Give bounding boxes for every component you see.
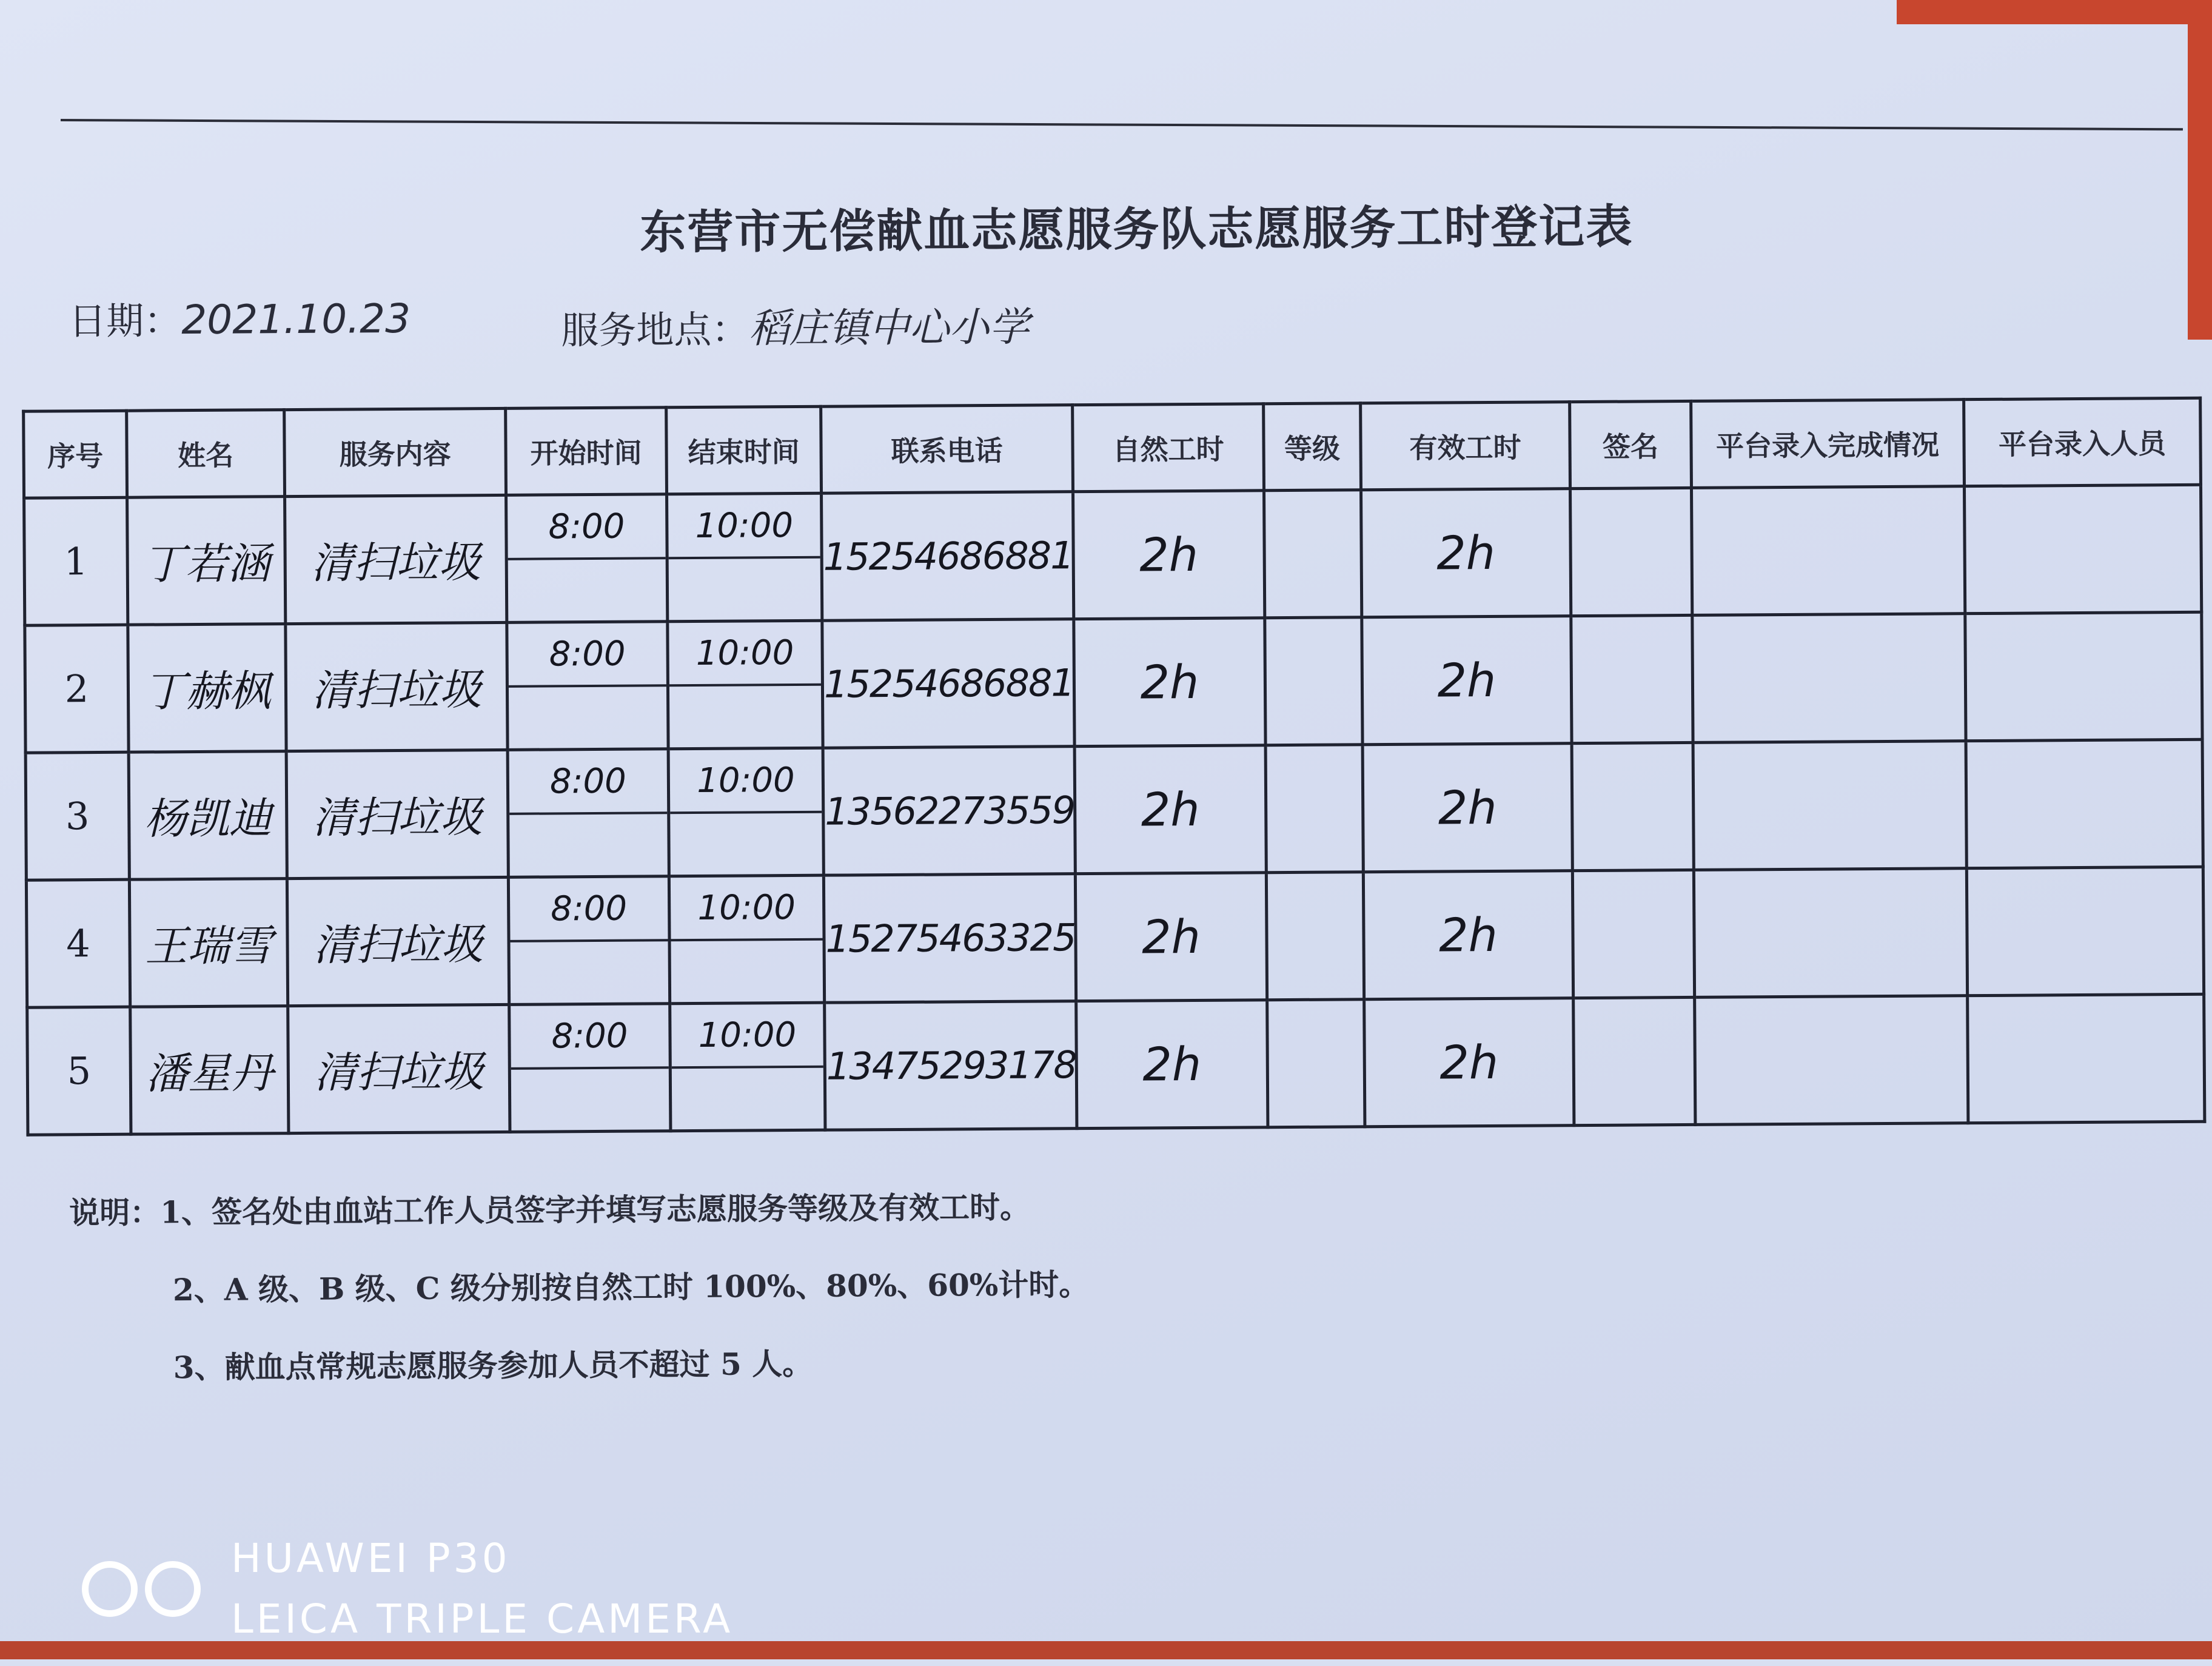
entry-person	[1966, 739, 2203, 868]
entry-status	[1693, 741, 1966, 870]
header-cell: 联系电话	[821, 405, 1073, 494]
entry-person	[1968, 994, 2205, 1123]
level	[1265, 745, 1363, 873]
end-time-cell	[669, 875, 824, 1004]
start-time-cell	[509, 1004, 671, 1132]
note-line: 2、A 级、B 级、C 级分别按自然工时 100%、80%、60%计时。	[172, 1266, 1090, 1308]
phone-number: 15275463325	[823, 874, 1076, 1003]
leica-rings-icon	[82, 1561, 201, 1617]
page-title: 东营市无偿献血志愿服务队志愿服务工时登记表	[640, 199, 1634, 260]
natural-hours: 2h	[1076, 1000, 1268, 1129]
table-row	[27, 994, 2205, 1135]
registration-table	[22, 397, 2206, 1137]
date-field	[69, 289, 411, 345]
entry-status	[1691, 486, 1965, 616]
level	[1266, 872, 1364, 1000]
phone-number: 15254686881	[822, 619, 1074, 748]
natural-hours: 2h	[1074, 745, 1266, 874]
effective-hours: 2h	[1362, 616, 1572, 745]
volunteer-name: 杨凯迪	[129, 751, 287, 880]
effective-hours: 2h	[1363, 871, 1573, 999]
phone-number: 13562273559	[823, 747, 1075, 876]
header-cell: 开始时间	[506, 408, 667, 495]
start-time-cell	[508, 749, 669, 878]
table-row	[26, 867, 2204, 1007]
header-cell: 平台录入完成情况	[1691, 400, 1965, 488]
watermark-camera: LEICA TRIPLE CAMERA	[231, 1596, 734, 1642]
notes-section	[69, 1183, 1090, 1422]
header-cell: 平台录入人员	[1964, 398, 2201, 486]
row-number: 3	[25, 752, 129, 880]
volunteer-name: 潘星丹	[130, 1006, 289, 1135]
header-cell: 自然工时	[1073, 404, 1264, 492]
entry-person	[1965, 612, 2202, 741]
service-content: 清扫垃圾	[287, 877, 509, 1006]
start-time: 8:00	[510, 878, 668, 942]
effective-hours: 2h	[1364, 998, 1574, 1127]
natural-hours: 2h	[1073, 491, 1265, 619]
service-content: 清扫垃圾	[288, 1004, 510, 1133]
header-cell: 姓名	[127, 410, 285, 498]
location-label: 服务地点：	[561, 307, 749, 353]
end-time-cell	[667, 493, 822, 622]
volunteer-name: 王瑞雪	[129, 879, 287, 1007]
table-header-row	[24, 398, 2201, 498]
header-cell: 序号	[24, 411, 127, 498]
table-row	[25, 739, 2203, 880]
location-value: 稻庄镇中心小学	[749, 303, 1030, 352]
level	[1267, 999, 1365, 1127]
phone-number: 15254686881	[822, 492, 1074, 621]
date-value: 2021.10.23	[181, 295, 411, 344]
start-time-cell	[506, 494, 668, 623]
level	[1265, 617, 1362, 745]
note-line: 说明：1、签名处由血站工作人员签字并填写志愿服务等级及有效工时。	[69, 1189, 1031, 1231]
row-number: 1	[24, 497, 128, 625]
end-time-cell	[668, 620, 823, 749]
entry-status	[1694, 868, 1967, 998]
phone-number: 13475293178	[825, 1001, 1077, 1130]
volunteer-name: 丁若涵	[127, 497, 286, 625]
camera-watermark	[82, 1528, 733, 1650]
start-time: 8:00	[508, 495, 666, 560]
entry-person	[1966, 867, 2204, 995]
service-content: 清扫垃圾	[286, 622, 508, 751]
header-cell: 签名	[1570, 401, 1692, 488]
location-field	[561, 295, 1030, 355]
table-row	[25, 612, 2202, 753]
date-label: 日期：	[69, 298, 182, 344]
header-cell: 有效工时	[1361, 402, 1570, 490]
start-time: 8:00	[508, 623, 666, 687]
end-time: 10:00	[671, 1004, 823, 1069]
effective-hours: 2h	[1362, 744, 1572, 872]
start-time: 8:00	[509, 750, 668, 815]
natural-hours: 2h	[1074, 618, 1265, 747]
end-time: 10:00	[669, 622, 821, 687]
signature	[1570, 488, 1692, 616]
end-time: 10:00	[671, 877, 823, 941]
header-cell: 结束时间	[666, 406, 822, 494]
row-number: 2	[25, 625, 129, 753]
volunteer-name: 丁赫枫	[128, 624, 286, 753]
row-number: 5	[27, 1007, 131, 1135]
signature	[1574, 997, 1695, 1125]
entry-status	[1695, 996, 1968, 1125]
table-row	[24, 485, 2202, 625]
natural-hours: 2h	[1075, 873, 1267, 1001]
end-time-cell	[670, 1003, 825, 1131]
row-number: 4	[26, 879, 130, 1007]
start-time-cell	[507, 622, 668, 750]
start-time-cell	[508, 876, 669, 1005]
header-cell: 服务内容	[284, 408, 506, 496]
signature	[1572, 870, 1694, 998]
level	[1264, 490, 1362, 618]
note-line: 3、献血点常规志愿服务参加人员不超过 5 人。	[173, 1345, 813, 1386]
effective-hours: 2h	[1361, 489, 1571, 617]
service-content: 清扫垃圾	[285, 495, 507, 623]
end-time: 10:00	[668, 495, 820, 559]
signature	[1572, 742, 1694, 870]
entry-status	[1692, 614, 1966, 743]
service-content: 清扫垃圾	[286, 750, 508, 878]
signature	[1571, 615, 1693, 743]
end-time-cell	[668, 748, 823, 876]
entry-person	[1964, 485, 2201, 613]
header-cell: 等级	[1264, 403, 1361, 491]
watermark-model: HUAWEI P30	[231, 1535, 511, 1582]
end-time: 10:00	[670, 750, 822, 814]
start-time: 8:00	[511, 1005, 669, 1069]
